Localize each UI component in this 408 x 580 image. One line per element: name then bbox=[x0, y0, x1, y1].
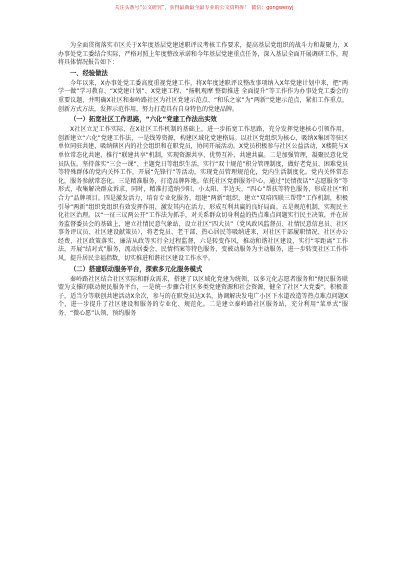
subsection-heading-1: （一）拓宽社区工作思路，“六化”党建工作法出实效 bbox=[70, 116, 217, 124]
community-x-paragraph: X社区立足工作实际，在X社区工作机制的基础上，进一步拓宽工作思路，充分发挥党建核心引领作用，创新建立“六化”党建工作法，一是线筹资源，构建区域化党建格局。以社区党组织为核心，吸纳X集团等驻区单位同驻共建，吸纳辖区内的社会组织和在职党员，协同开展活动。X党员积极参与社区公益活动，X楼院与X单位常态化共建，推行“联建共享”机制，实现资源共享、优势互补、共建共赢。二是加强管理，凝聚民意化党员队伍。坚持落实“三会一课”、主题党日等组织生活，实行“双十规范”积分管理制度，做好老党员、困难党员等特殊群体的党内关怀工作，开展“先锋行”等活动，实现党员管理规范化，党内生活制度化。党内关怀常态化，服务参献常态化。三是精准服务，打造品牌阵地。依托社区党群服务中心，通过“民情夜话”“志愿服务”等形式，收集解决群众诉求，同时，精准打造纳少阳、小太阳、半边天、“四心”帮扶等特色服务，形成社区“和合力”品牌项目。四是激发活力，培育专业化服务，组建“两新”组织，建立“双培四联三帮带”工作机制，积极引导“两新”组织党组织有效发挥作用，激发其内在活力，形成互利共赢的良好局面。五是规范机制，实现民主化社区治理。以“一征三议两公开”工作法为抓手，对关系群众切身利益的热点难点问题实行民主决策，并在居务监督委员会的基础上，建立社情民意气象站，设立社区“四大员”（党风政风监督员、社情民意信息员、社区事务评议员、社区建设献策员），将老党员、老干部、热心居民等吸纳进来，对社区干部履职情况、社区办公经费、社区政策落实、廉洁从政等实行全过程监督，六是转变作风，推动和谐社区建设，实行“零距离”工作法，开展“结对式”服务，流动居委会、民情档案等特色服务，变被动服务为主动服务，进一步转变社区工作作风，提升居民幸福指数，切实推进和谐社区建设工作水平。 bbox=[58, 126, 348, 263]
overview-paragraph: 今年以来，X办事处党工委高度重视党建工作，将X年度述职评议整改事项纳入X年党建计划中来，把“两学一做”学习教育、“X党建计划”、X党建工程、“扬帆观摩 整街推进 全面提升”等工作作为办事处党工委会的重要议题，并明确X社区和秦岭路社区为社区党建示范点、“和乐之家”为“两新”党建示范点，紧扣工作重点，创新方式方法，发挥示范作用，努力打造具有自身特色的党建品牌。 bbox=[58, 79, 348, 113]
subsection-heading-2: （二）搭建联动服务平台，探索多元化服务模式 bbox=[70, 265, 203, 273]
promo-banner: 关注头条号“公文研究”，获得最新最全最专业的公文资料库！ 微信：gongwenyj bbox=[114, 5, 294, 11]
document-body bbox=[58, 42, 348, 319]
section-heading: 一、经验做法 bbox=[70, 69, 108, 77]
intro-paragraph: 为全面贯彻落实市区关于X年度基层党建述职评议考核工作要求，提高基层党组织的战斗力和凝聚力，X办事处党工委结合实际，严格对照上年度整改承诺和今年基层党建重点任务，深入基层全面开展调研工作，现将具体情况报告如下： bbox=[58, 42, 348, 67]
qinling-road-paragraph: 秦岭路社区结合社区实际和群众需求，搭建了以区域化党建为统领，以多元化志愿者服务和“便民服务联盟为支撑的联动便民服务平台，一是统一步骤合社区多类党建资源和社会资源，健全了社区“大党委”，积极盖子，适当分等联创共建活动X余次，参与的在职党员达X名，协调解决发电广小区下水道改造等热点难点问题X个，进一步提升了社区建设和服务的专业化、规范化。二是建立秦岭路社区服务站，充分利用“菜单式”服务、“微心愿”认领、预约服务 bbox=[58, 275, 348, 318]
